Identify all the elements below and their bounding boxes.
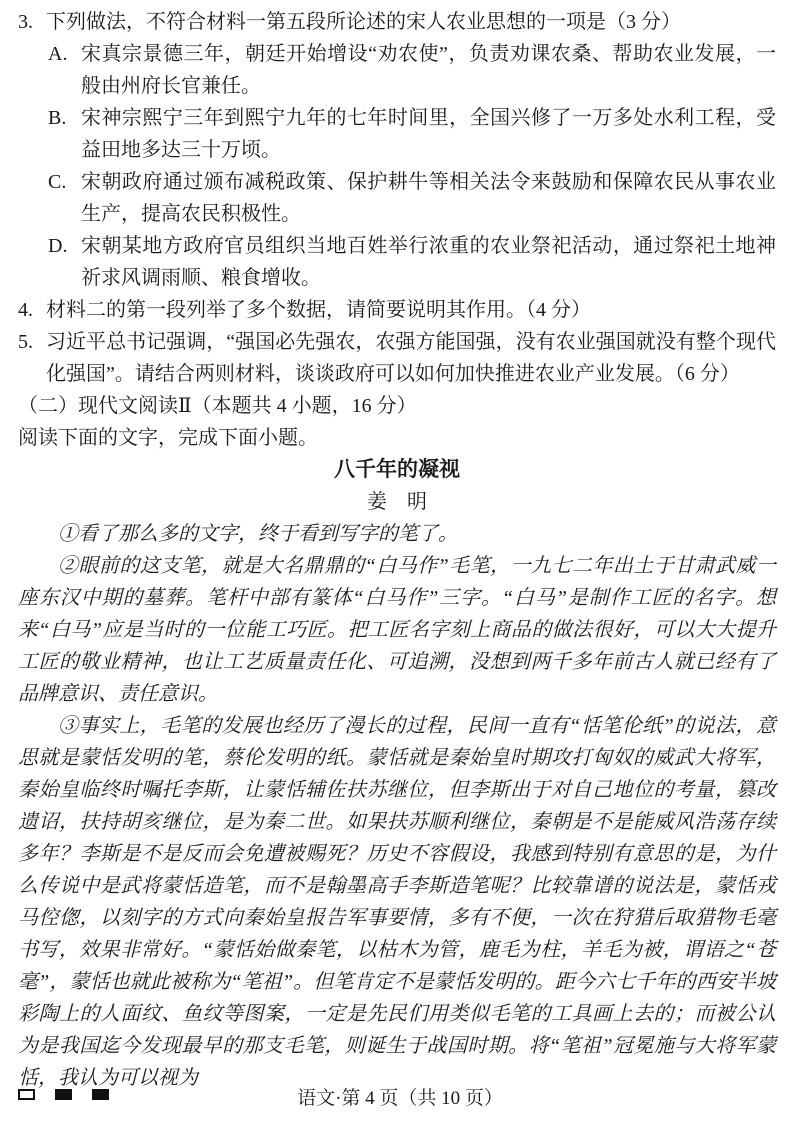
option-a-text: 宋真宗景德三年，朝廷开始增设“劝农使”，负责劝课农桑、帮助农业发展，一般由州府长官兼任。 bbox=[81, 43, 776, 97]
article-paragraph-1: ①看了那么多的文字，终于看到写字的笔了。 bbox=[58, 523, 458, 545]
question-5-text: 习近平总书记强调，“强国必先强农，农强方能国强，没有农业强国就没有整个现代化强国”。请结合两则材料，谈谈政府可以如何加快推进农业产业发展。（6 分） bbox=[46, 331, 776, 385]
option-a bbox=[48, 38, 776, 102]
option-a-label: A. bbox=[48, 43, 68, 65]
article-author: 姜 明 bbox=[367, 491, 427, 513]
question-4-text: 材料二的第一段列举了多个数据，请简要说明其作用。（4 分） bbox=[46, 299, 591, 321]
question-5-number: 5. bbox=[18, 331, 33, 353]
option-c bbox=[48, 166, 776, 230]
question-3-text: 下列做法，不符合材料一第五段所论述的宋人农业思想的一项是（3 分） bbox=[46, 11, 681, 33]
option-d-text: 宋朝某地方政府官员组织当地百姓举行浓重的农业祭祀活动，通过祭祀土地神祈求风调雨顺、粮食增收。 bbox=[81, 235, 776, 289]
reading-instruction: 阅读下面的文字，完成下面小题。 bbox=[18, 427, 318, 449]
page-content bbox=[18, 6, 776, 1094]
question-3 bbox=[18, 6, 776, 38]
option-d-label: D. bbox=[48, 235, 68, 257]
questions-area bbox=[18, 6, 776, 454]
article bbox=[18, 454, 776, 1094]
article-paragraph-2: ②眼前的这支笔，就是大名鼎鼎的“白马作”毛笔，一九七二年出土于甘肃武威一座东汉中期的墓葬。笔杆中部有篆体“白马作”三字。“白马”是制作工匠的名字。想来“白马”应是当时的一位能工巧匠。把工匠名字刻上商品的做法很好，可以大大提升工匠的敬业精神，也让工艺质量责任化、可追溯，没想到两千多年前古人就已经有了品牌意识、责任意识。 bbox=[18, 555, 776, 705]
article-paragraph-3: ③事实上，毛笔的发展也经历了漫长的过程，民间一直有“恬笔伦纸”的说法，意思就是蒙恬发明的笔，蔡伦发明的纸。蒙恬就是秦始皇时期攻打匈奴的威武大将军，秦始皇临终时嘱托李斯，让蒙恬辅佐扶苏继位，但李斯出于对自己地位的考量，篡改遗诏，扶持胡亥继位，是为秦二世。如果扶苏顺利继位，秦朝是不是能威风浩荡存续多年？李斯是不是反而会免遭被赐死？历史不容假设，我感到特别有意思的是，为什么传说中是武将蒙恬造笔，而不是翰墨高手李斯造笔呢？比较靠谱的说法是，蒙恬戎马倥偬，以刻字的方式向秦始皇报告军事要情，多有不便，一次在狩猎后取猎物毛毫书写，效果非常好。“蒙恬始做秦笔，以枯木为管，鹿毛为柱，羊毛为被，谓语之“苍毫”，蒙恬也就此被称为“笔祖”。但笔肯定不是蒙恬发明的。距今六七千年的西安半坡彩陶上的人面纹、鱼纹等图案，一定是先民们用类似毛笔的工具画上去的；而被公认为是我国迄今发现最早的那支毛笔，则诞生于战国时期。将“笔祖”冠冕施与大将军蒙恬，我认为可以视为 bbox=[18, 715, 776, 1089]
page-footer-label: 语文·第 4 页（共 10 页） bbox=[297, 1088, 503, 1109]
question-3-options bbox=[48, 38, 776, 294]
option-b-text: 宋神宗熙宁三年到熙宁九年的七年时间里，全国兴修了一万多处水利工程，受益田地多达三十万顷。 bbox=[81, 107, 776, 161]
option-d bbox=[48, 230, 776, 294]
section-heading: （二）现代文阅读Ⅱ（本题共 4 小题，16 分） bbox=[18, 395, 417, 417]
option-b-label: B. bbox=[48, 107, 67, 129]
question-4 bbox=[18, 294, 776, 326]
option-c-label: C. bbox=[48, 171, 67, 193]
option-c-text: 宋朝政府通过颁布减税政策、保护耕牛等相关法令来鼓励和保障农民从事农业生产，提高农民积极性。 bbox=[81, 171, 776, 225]
question-4-number: 4. bbox=[18, 299, 33, 321]
question-5 bbox=[18, 326, 776, 390]
article-title: 八千年的凝视 bbox=[334, 458, 460, 481]
question-3-number: 3. bbox=[18, 11, 33, 33]
option-b bbox=[48, 102, 776, 166]
